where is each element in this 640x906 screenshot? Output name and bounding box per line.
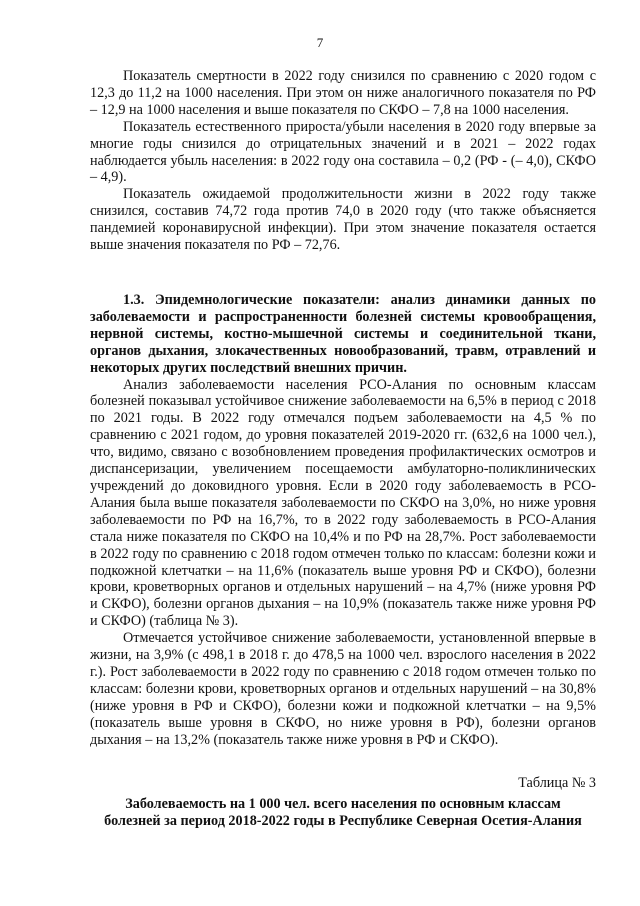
epidemiology-section: [90, 292, 596, 748]
page-number: 7: [316, 35, 324, 50]
table-caption: Таблица № 3: [518, 775, 596, 791]
paragraph-life-expectancy: Показатель ожидаемой продолжительности жизни в 2022 году также снизился, составив 74,72 года против 74,0 в 2020 году (что также объясняется пандемией коронавирусной инфекции). При этом значение показателя остается выше значения показателя по РФ – 72,76.: [90, 186, 596, 254]
section-heading: 1.3. Эпидемнологические показатели: анализ динамики данных по заболеваемости и распространенности болезней системы кровообращения, нервной системы, костно-мышечной системы и соединительной ткани, органов дыхания, злокачественных новообразований, травм, отравлений и некоторых других последствий внешних причин.: [90, 292, 596, 376]
table-title-line-2: болезней за период 2018-2022 годы в Республике Северная Осетия-Алания: [104, 813, 582, 829]
paragraph-mortality: Показатель смертности в 2022 году снизился по сравнению с 2020 годом с 12,3 до 11,2 на 1000 населения. При этом он ниже аналогичного показателя по РФ – 12,9 на 1000 населения и выше показателя по СКФО – 7,8 на 1000 населения.: [90, 68, 596, 118]
intro-section: [90, 68, 596, 254]
paragraph-morbidity-analysis: Анализ заболеваемости населения РСО-Алания по основным классам болезней показывал устойчивое снижение заболеваемости на 6,5% в период с 2018 по 2021 годы. В 2022 году отмечался подъем заболеваемости на 4,5 % по сравнению с 2021 годом, до уровня показателей 2019-2020 гг. (632,6 на 1000 чел.), что, видимо, связано с возобновлением проведения профилактических осмотров и диспансеризации, увеличением посещаемости амбулаторно-поликлинических учреждений до доковидного уровня. Если в 2020 году заболеваемость в РСО-Алания была выше показателя заболеваемости по СКФО на 3,0%, но ниже уровня заболеваемости по РФ на 16,7%, то в 2022 году заболеваемость в РСО-Алания стала ниже показателя по СКФО на 10,4% и по РФ на 28,7%. Рост заболеваемости в 2022 году по сравнению с 2018 годом отмечен только по классам: болезни кожи и подкожной клетчатки – на 11,6% (показатель выше уровня РФ и СКФО), болезни крови, кроветворных органов и отдельных нарушений – на 4,7% (ниже уровня РФ и СКФО), болезни органов дыхания – на 10,9% (показатель также ниже уровня РФ и СКФО) (таблица № 3).: [90, 376, 596, 630]
table-title-line-1: Заболеваемость на 1 000 чел. всего населения по основным классам: [125, 796, 561, 812]
paragraph-first-time-morbidity: Отмечается устойчивое снижение заболеваемости, установленной впервые в жизни, на 3,9% (с 498,1 в 2018 г. до 478,5 на 1000 чел. взрослого населения в 2022 г.). Рост заболеваемости в 2022 году по сравнению с 2018 годом отмечен только по классам: болезни крови, кроветворных органов и отдельных нарушений – на 30,8% (ниже уровня в РФ и СКФО), болезни кожи и подкожной клетчатки – на 9,5% (показатель выше уровня в СКФО, но ниже уровня в РФ), болезни органов дыхания – на 13,2% (показатель также ниже уровня в РФ и СКФО).: [90, 630, 596, 748]
table-title: [90, 796, 596, 830]
paragraph-natural-growth: Показатель естественного прироста/убыли населения в 2020 году впервые за многие годы снизился до отрицательных значений и в 2021 – 2022 годах наблюдается убыль населения: в 2022 году она составила – 0,2 (РФ - (– 4,0), СКФО – 4,9).: [90, 118, 596, 186]
